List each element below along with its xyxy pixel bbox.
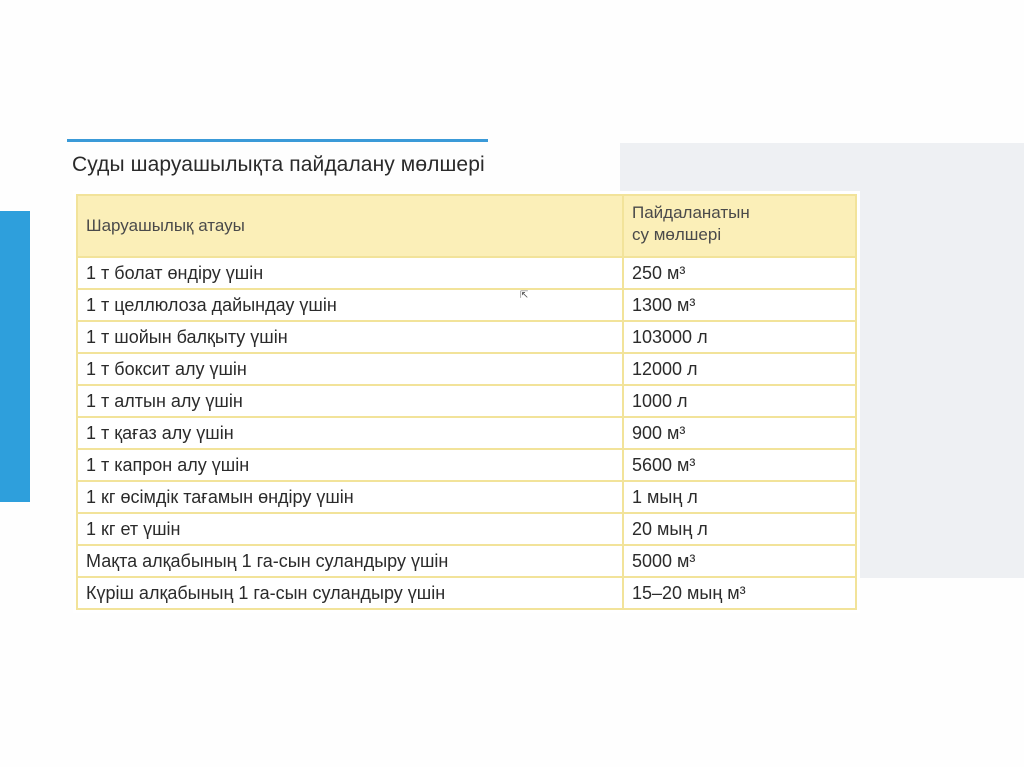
cell-amount: 103000 л [623, 321, 856, 353]
cell-amount: 1000 л [623, 385, 856, 417]
cell-amount: 1300 м³ [623, 289, 856, 321]
table-header-row [77, 195, 856, 257]
cell-amount: 5600 м³ [623, 449, 856, 481]
table-body [77, 257, 856, 609]
header-amount: Пайдаланатын су мөлшері [623, 195, 856, 257]
cell-amount: 12000 л [623, 353, 856, 385]
cell-amount: 15–20 мың м³ [623, 577, 856, 609]
table-row [77, 513, 856, 545]
table-row [77, 577, 856, 609]
table-row [77, 353, 856, 385]
table-row [77, 545, 856, 577]
cell-amount: 250 м³ [623, 257, 856, 289]
accent-bar [0, 211, 30, 502]
cell-activity: 1 кг өсімдік тағамын өндіру үшін [77, 481, 623, 513]
cell-activity: 1 т капрон алу үшін [77, 449, 623, 481]
water-usage-table-container [73, 191, 860, 613]
cell-activity: Күріш алқабының 1 га-сын суландыру үшін [77, 577, 623, 609]
title-underline [67, 139, 488, 142]
table-row [77, 481, 856, 513]
water-usage-table [76, 194, 857, 610]
table-row [77, 321, 856, 353]
cell-activity: 1 т болат өндіру үшін [77, 257, 623, 289]
cell-activity: 1 т целлюлоза дайындау үшін [77, 289, 623, 321]
table-row [77, 449, 856, 481]
mouse-pointer-icon: ⇱ [520, 290, 529, 301]
cell-activity: 1 т шойын балқыту үшін [77, 321, 623, 353]
cell-activity: 1 т боксит алу үшін [77, 353, 623, 385]
page-title: Суды шаруашылықта пайдалану мөлшері [72, 153, 485, 176]
cell-amount: 5000 м³ [623, 545, 856, 577]
table-row [77, 385, 856, 417]
table-row [77, 257, 856, 289]
header-activity: Шаруашылық атауы [77, 195, 623, 257]
cell-activity: 1 т алтын алу үшін [77, 385, 623, 417]
cell-activity: 1 кг ет үшін [77, 513, 623, 545]
table-row [77, 289, 856, 321]
cell-activity: 1 т қағаз алу үшін [77, 417, 623, 449]
table-row [77, 417, 856, 449]
cell-amount: 900 м³ [623, 417, 856, 449]
cell-amount: 1 мың л [623, 481, 856, 513]
cell-activity: Мақта алқабының 1 га-сын суландыру үшін [77, 545, 623, 577]
cell-amount: 20 мың л [623, 513, 856, 545]
